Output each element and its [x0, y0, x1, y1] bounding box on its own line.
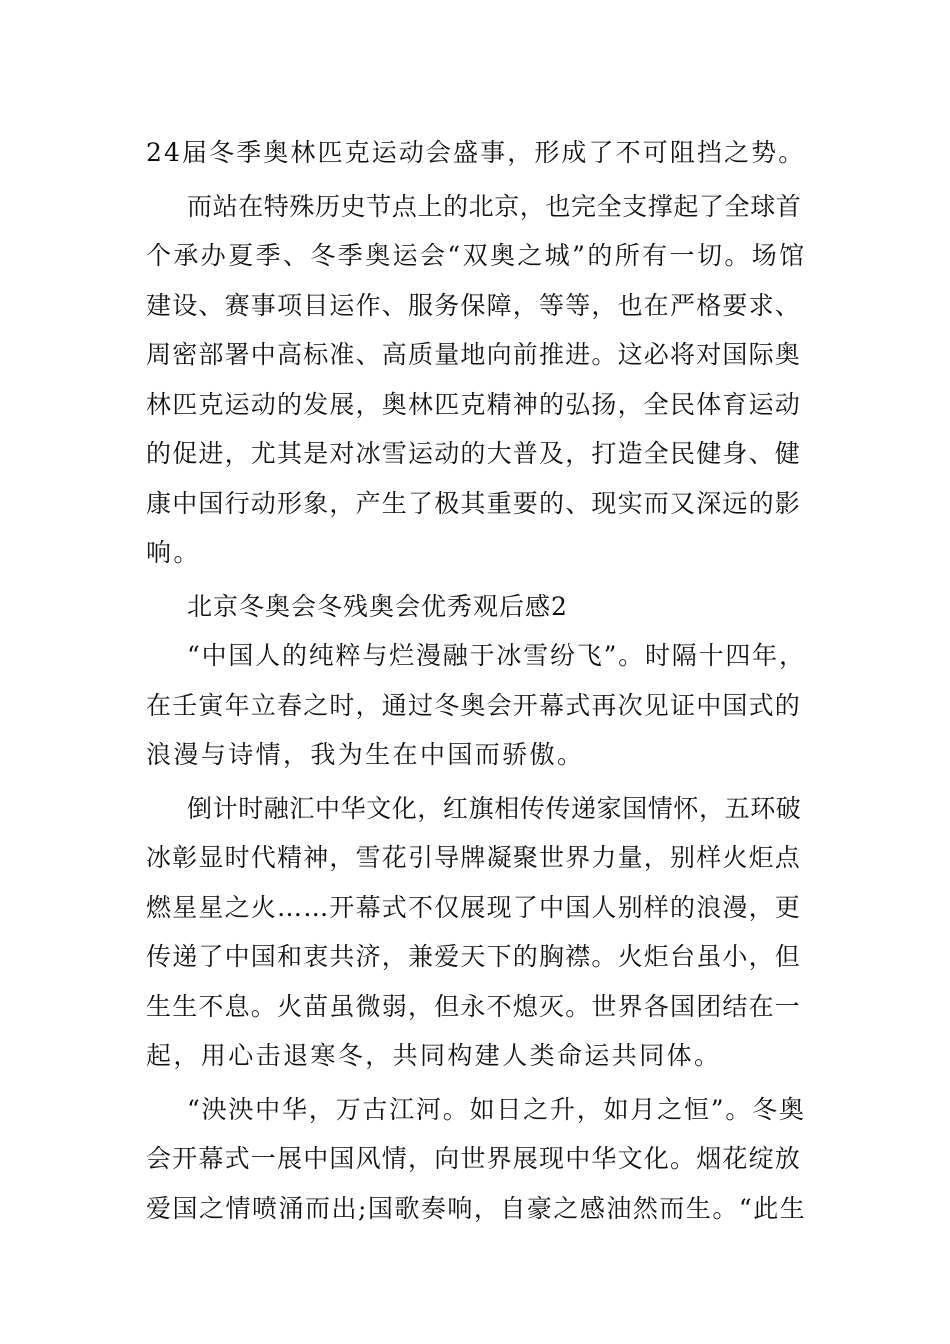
text-line: 冰彰显时代精神，雪花引导牌凝聚世界力量，别样火炬点: [146, 843, 802, 872]
text-line: 在壬寅年立春之时，通过冬奥会开幕式再次见证中国式的: [146, 690, 802, 720]
text-line: 建设、赛事项目运作、服务保障，等等，也在严格要求、: [146, 290, 802, 320]
text-line: 会开幕式一展中国风情，向世界展现中华文化。烟花绽放: [146, 1144, 802, 1173]
text-line: 康中国行动形象，产生了极其重要的、现实而又深远的影: [146, 488, 802, 518]
section-title: 北京冬奥会冬残奥会优秀观后感2: [187, 591, 568, 621]
section-heading: [146, 582, 808, 632]
text-line: 起，用心击退寒冬，共同构建人类命运共同体。: [146, 1041, 722, 1070]
text-line: 的促进，尤其是对冰雪运动的大普及，打造全民健身、健: [146, 439, 802, 468]
text-line: 个承办夏季、冬季奥运会“双奥之城”的所有一切。场馆: [146, 241, 807, 270]
text-line: 周密部署中高标准、高质量地向前推进。这必将对国际奥: [146, 340, 802, 369]
paragraph-3: [146, 631, 808, 780]
paragraph-1: [146, 128, 808, 178]
text-line: 燃星星之火……开幕式不仅展现了中国人别样的浪漫，更: [146, 892, 802, 922]
text-line: 而站在特殊历史节点上的北京，也完全支撑起了全球首: [187, 191, 802, 221]
text-line: 生生不息。火苗虽微弱，但永不熄灭。世界各国团结在一: [146, 991, 802, 1021]
document-body: [146, 128, 808, 1233]
paragraph-4: [146, 784, 808, 1081]
text-line: 24届冬季奥林匹克运动会盛事，形成了不可阻挡之势。: [146, 138, 806, 167]
text-line: 浪漫与诗情，我为生在中国而骄傲。: [146, 740, 585, 769]
text-line: “中国人的纯粹与烂漫融于冰雪纷飞”。时隔十四年，: [187, 641, 806, 670]
paragraph-2: [146, 182, 808, 578]
text-line: 爱国之情喷涌而出;国歌奏响，自豪之感油然而生。“此生: [146, 1193, 807, 1223]
text-line: 响。: [146, 538, 201, 567]
text-line: 传递了中国和衷共济，兼爱天下的胸襟。火炬台虽小，但: [146, 942, 802, 971]
text-line: 林匹克运动的发展，奥林匹克精神的弘扬，全民体育运动: [146, 389, 802, 419]
paragraph-5: [146, 1085, 808, 1234]
text-line: “泱泱中华，万古江河。如日之升，如月之恒”。冬奥: [187, 1094, 806, 1124]
text-line: 倒计时融汇中华文化，红旗相传传递家国情怀，五环破: [187, 793, 802, 823]
